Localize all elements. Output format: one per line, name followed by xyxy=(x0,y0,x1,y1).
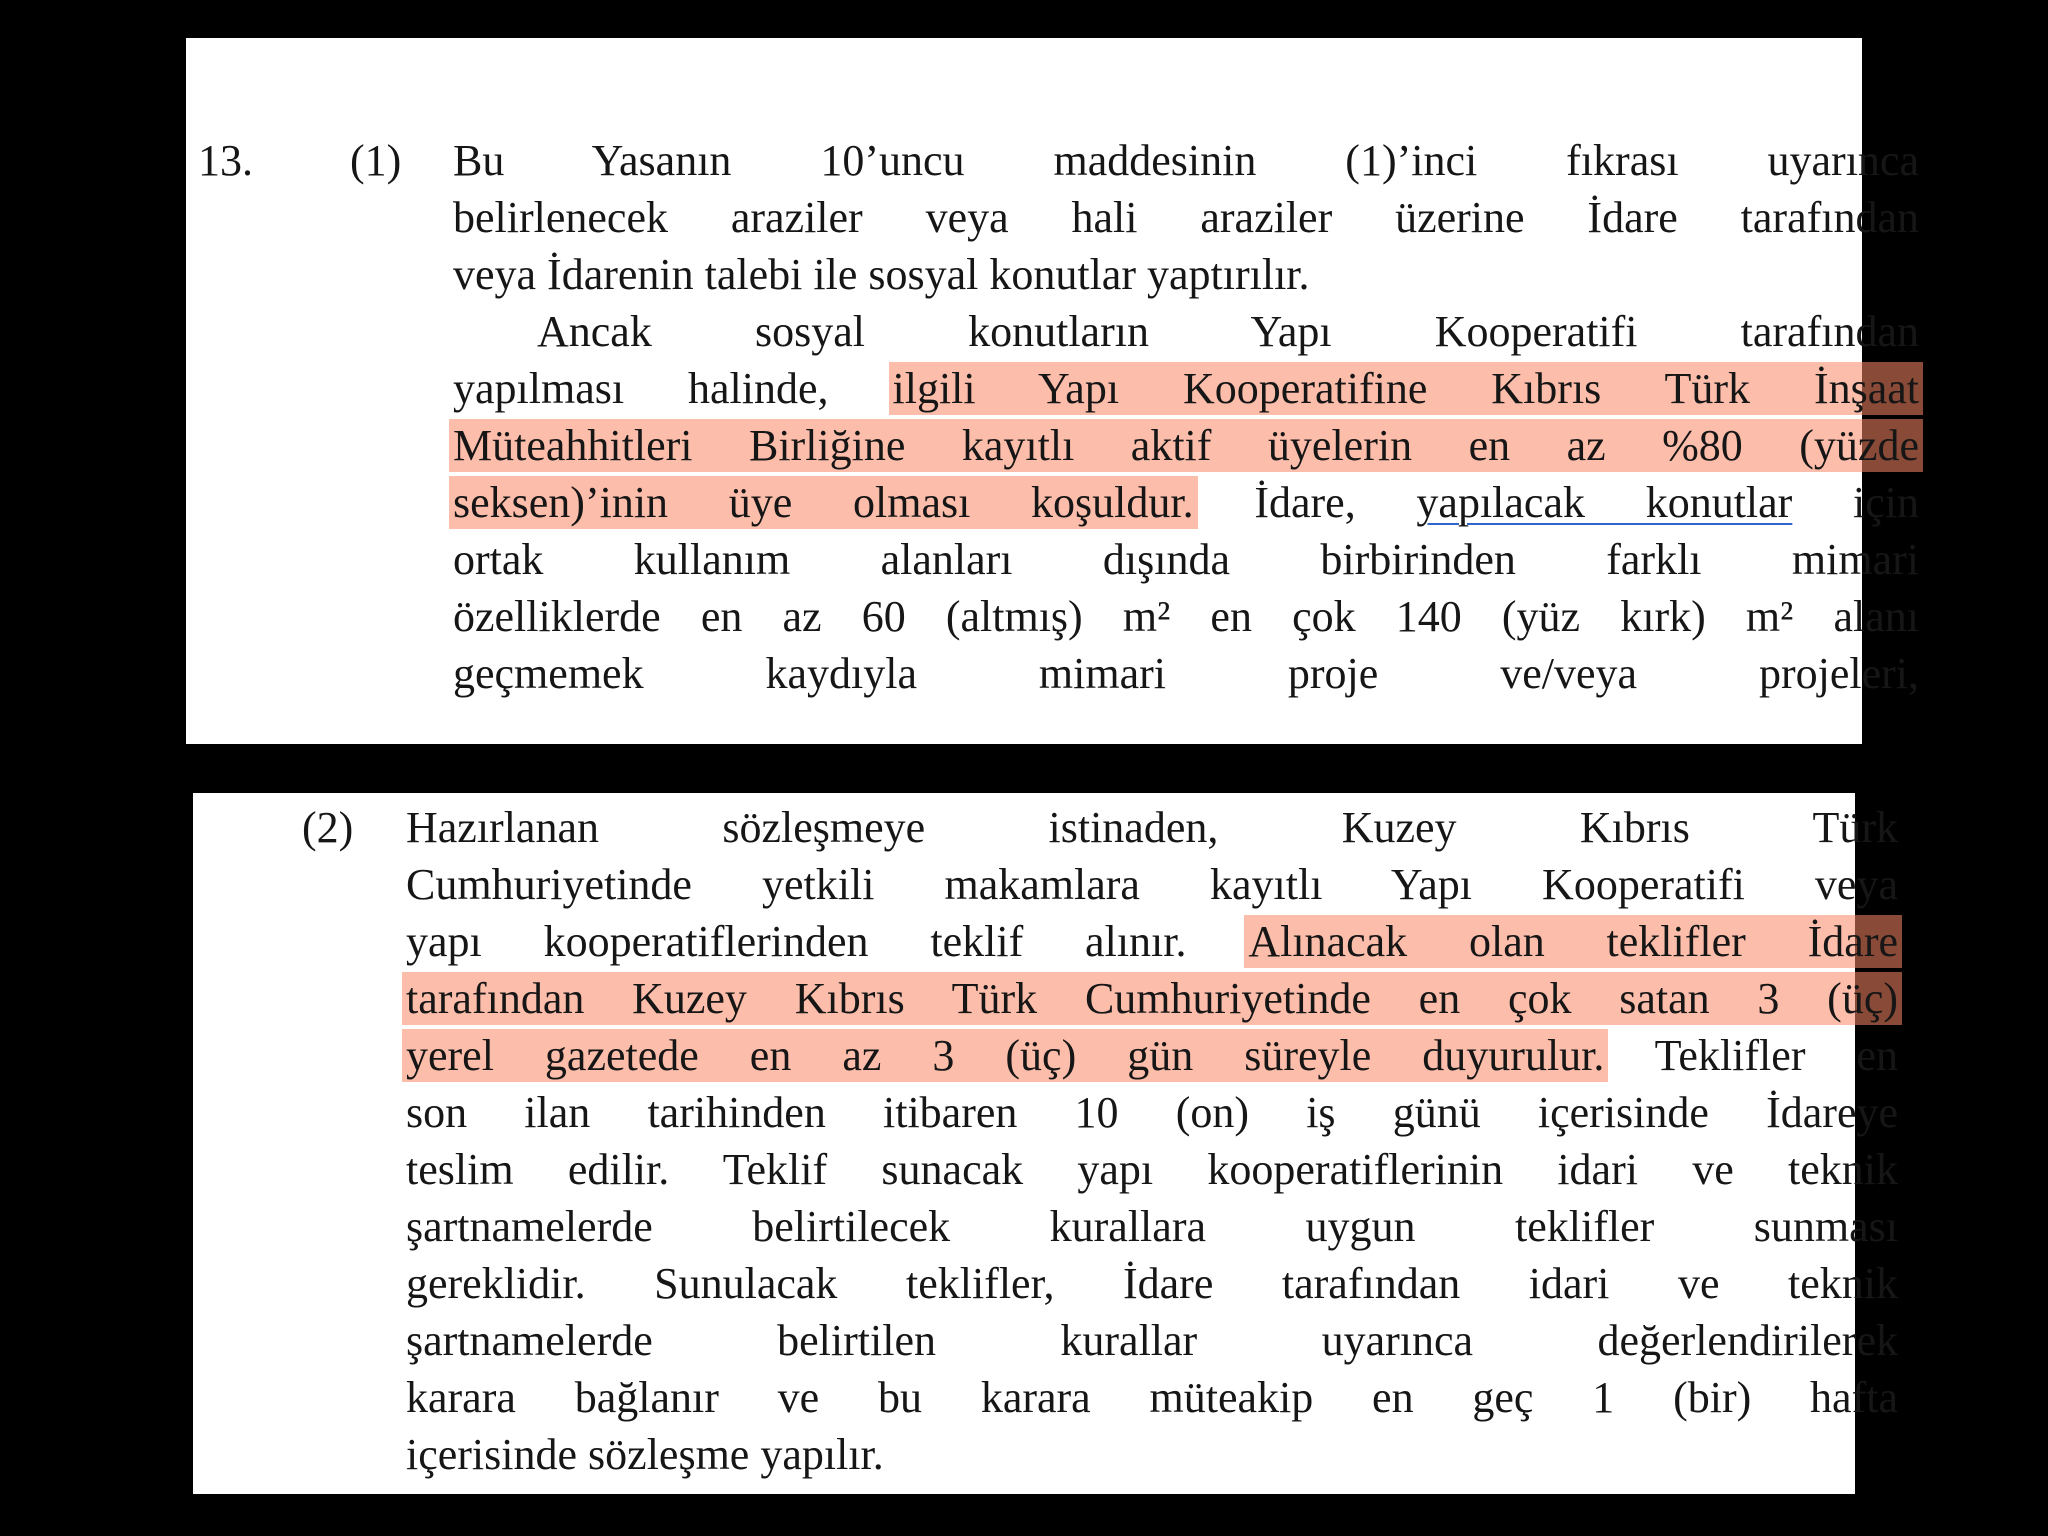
paragraph-2-label: (2) xyxy=(302,803,354,852)
text-segment: yapılması halinde, xyxy=(453,364,829,413)
text-line: Hazırlanan sözleşmeye istinaden, Kuzey Kıbrıs Türk xyxy=(406,803,1898,852)
highlight-segment: Müteahhitleri Birliğine kayıtlı aktif üyelerin en az %80 (yüzde xyxy=(449,419,1923,472)
text-line: Cumhuriyetinde yetkili makamlara kayıtlı Yapı Kooperatifi veya xyxy=(406,860,1898,909)
text-line xyxy=(406,1027,1898,1084)
text-line: içerisinde sözleşme yapılır. xyxy=(406,1430,884,1479)
text-line: ortak kullanım alanları dışında birbirinden farklı mimari xyxy=(453,535,1919,584)
text-line: şartnamelerde belirtilen kurallar uyarınca değerlendirilerek xyxy=(406,1316,1898,1365)
text-line: son ilan tarihinden itibaren 10 (on) iş günü içerisinde İdareye xyxy=(406,1088,1898,1137)
text-line xyxy=(453,417,1919,474)
text-line: Ancak sosyal konutların Yapı Kooperatifi tarafından xyxy=(537,307,1919,356)
text-line: özelliklerde en az 60 (altmış) m² en çok 140 (yüz kırk) m² alanı xyxy=(453,592,1919,641)
text-line xyxy=(406,970,1898,1027)
underlined-phrase: yapılacak konutlar xyxy=(1416,478,1793,527)
text-segment: yapı kooperatiflerinden teklif alınır. xyxy=(406,917,1187,966)
text-line xyxy=(453,360,1919,417)
text-line xyxy=(453,474,1919,531)
highlight-segment: ilgili Yapı Kooperatifine Kıbrıs Türk İnşaat xyxy=(889,362,1924,415)
text-line xyxy=(406,913,1898,970)
highlight-segment: seksen)’inin üye olması koşuldur. xyxy=(449,476,1198,529)
text-segment: İdare, xyxy=(1254,478,1356,527)
text-line: veya İdarenin talebi ile sosyal konutlar yaptırılır. xyxy=(453,250,1310,299)
paragraph-2-text xyxy=(406,799,1898,1483)
highlight-segment: Alınacak olan teklifler İdare xyxy=(1244,915,1902,968)
paragraph-1-text xyxy=(453,132,1919,702)
text-line: karara bağlanır ve bu karara müteakip en geç 1 (bir) hafta xyxy=(406,1373,1898,1422)
highlight-segment: yerel gazetede en az 3 (üç) gün süreyle duyurulur. xyxy=(402,1029,1608,1082)
text-line: Bu Yasanın 10’uncu maddesinin (1)’inci fıkrası uyarınca xyxy=(453,136,1919,185)
article-number: 13. xyxy=(198,136,253,185)
text-segment: Teklifler en xyxy=(1654,1031,1898,1080)
text-line: belirlenecek araziler veya hali araziler üzerine İdare tarafından xyxy=(453,193,1919,242)
text-line: teslim edilir. Teklif sunacak yapı kooperatiflerinin idari ve teknik xyxy=(406,1145,1898,1194)
document-excerpt-bottom xyxy=(193,793,1898,1494)
document-excerpt-top xyxy=(186,38,1920,744)
text-line: gereklidir. Sunulacak teklifler, İdare tarafından idari ve teknik xyxy=(406,1259,1898,1308)
highlight-segment: tarafından Kuzey Kıbrıs Türk Cumhuriyetinde en çok satan 3 (üç) xyxy=(402,972,1902,1025)
paragraph-1-label: (1) xyxy=(350,136,402,185)
text-line: şartnamelerde belirtilecek kurallara uygun teklifler sunması xyxy=(406,1202,1898,1251)
text-line: geçmemek kaydıyla mimari proje ve/veya projeleri, xyxy=(453,649,1919,698)
text-segment: için xyxy=(1853,478,1920,527)
